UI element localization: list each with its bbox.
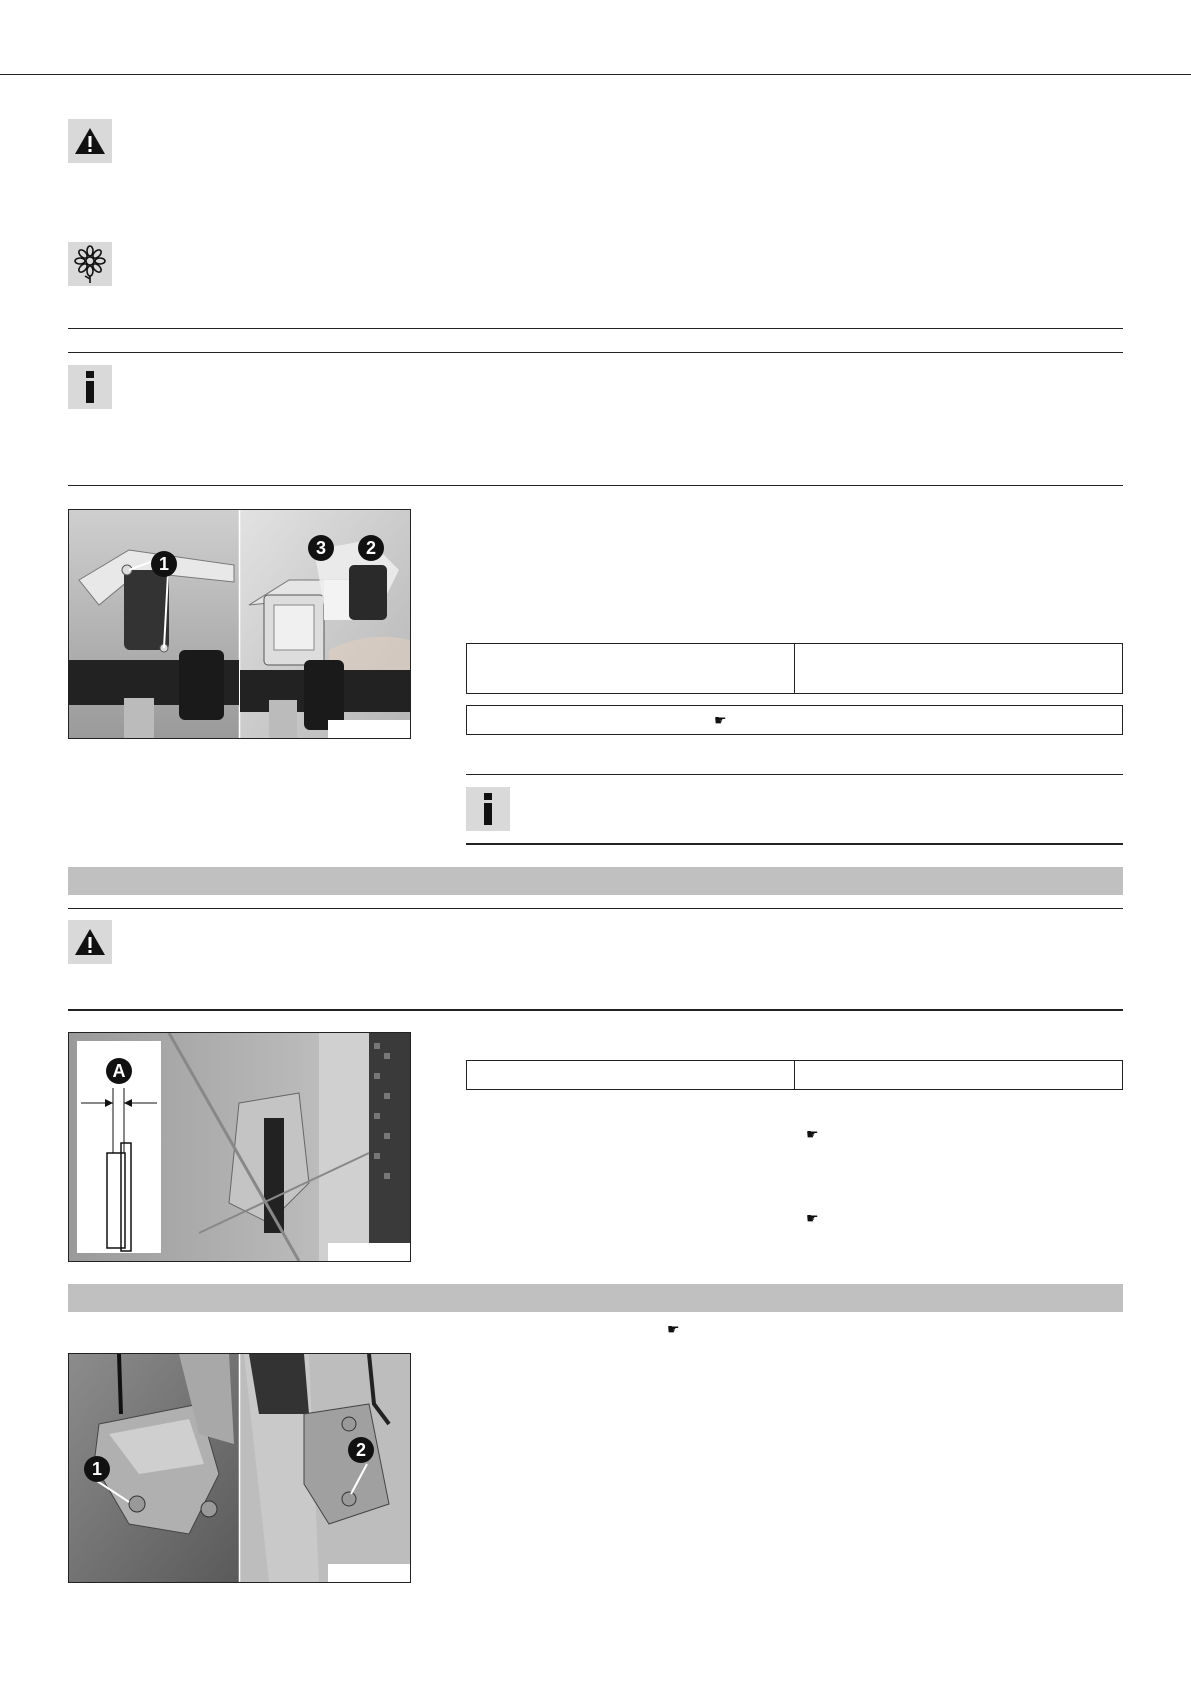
warning-icon <box>68 119 112 163</box>
callout-marker: A <box>106 1058 132 1084</box>
section-rule <box>68 352 1123 353</box>
section-rule <box>68 328 1123 329</box>
callout-marker: 3 <box>308 535 334 561</box>
table-divider <box>794 644 795 693</box>
section-heading-bar <box>68 867 1123 895</box>
section-rule <box>68 485 1123 486</box>
info-icon <box>68 365 112 409</box>
spec-table <box>466 1060 1123 1090</box>
note-rule <box>466 774 1123 775</box>
brake-reservoir-photo <box>68 509 411 739</box>
callout-marker: 1 <box>84 1456 110 1482</box>
warning-icon <box>68 920 112 964</box>
callout-marker: 2 <box>348 1437 374 1463</box>
section-rule <box>68 908 1123 909</box>
section-rule <box>68 1009 1123 1011</box>
pointing-hand-icon[interactable]: ☛ <box>806 1126 819 1142</box>
pointing-hand-icon[interactable]: ☛ <box>806 1210 819 1226</box>
section-heading-bar <box>68 1284 1123 1312</box>
brake-caliper-photo <box>68 1353 411 1583</box>
callout-marker: 2 <box>358 535 384 561</box>
note-rule <box>466 843 1123 845</box>
flower-icon <box>68 242 112 286</box>
callout-marker: 1 <box>151 551 177 577</box>
brake-disc-photo <box>68 1032 411 1262</box>
figure-number-strip <box>328 720 410 738</box>
figure-number-strip <box>328 1243 410 1261</box>
spec-table <box>466 643 1123 694</box>
reference-row <box>466 705 1123 735</box>
info-icon <box>466 787 510 831</box>
pointing-hand-icon[interactable]: ☛ <box>714 712 727 728</box>
figure-number-strip <box>328 1564 410 1582</box>
table-divider <box>794 1061 795 1089</box>
page-top-rule <box>0 74 1191 75</box>
pointing-hand-icon[interactable]: ☛ <box>667 1321 680 1337</box>
